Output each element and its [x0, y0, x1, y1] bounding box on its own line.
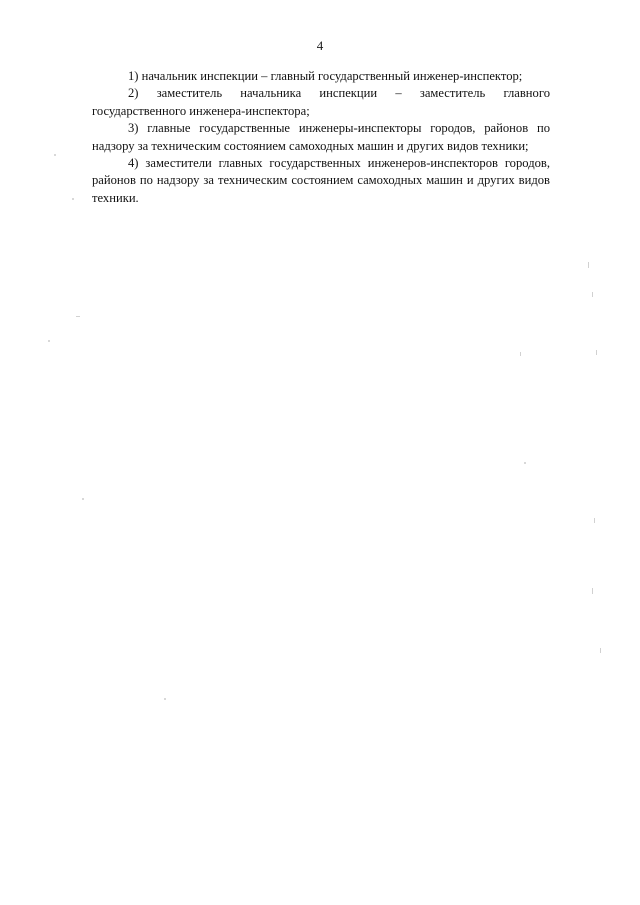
scan-speck — [54, 154, 56, 156]
scan-speck — [596, 350, 597, 355]
scan-speck — [520, 352, 521, 356]
paragraph-1: 1) начальник инспекции – главный государственный инженер-инспектор; — [128, 69, 523, 83]
scan-speck — [588, 262, 589, 268]
scan-speck — [524, 462, 526, 464]
scan-speck — [82, 498, 84, 500]
scan-speck — [600, 648, 601, 653]
document-body — [92, 68, 550, 207]
paragraph-4: 4) заместители главных государственных инженеров-инспекторов городов, районов по надзору за техническим состоянием самоходных машин и других видов техники. — [92, 156, 550, 205]
scan-speck — [592, 588, 593, 594]
scan-speck — [48, 340, 50, 342]
scan-speck — [76, 316, 80, 317]
paragraph-3: 3) главные государственные инженеры-инспекторы городов, районов по надзору за техническим состоянием самоходных машин и других видов техники; — [92, 121, 550, 153]
scan-speck — [164, 698, 166, 700]
paragraph-2: 2) заместитель начальника инспекции – заместитель главного государственного инженера-инспектора; — [92, 86, 550, 118]
scan-speck — [592, 292, 593, 297]
scan-speck — [594, 518, 595, 523]
page-number: 4 — [316, 38, 324, 53]
scan-speck — [72, 198, 74, 200]
